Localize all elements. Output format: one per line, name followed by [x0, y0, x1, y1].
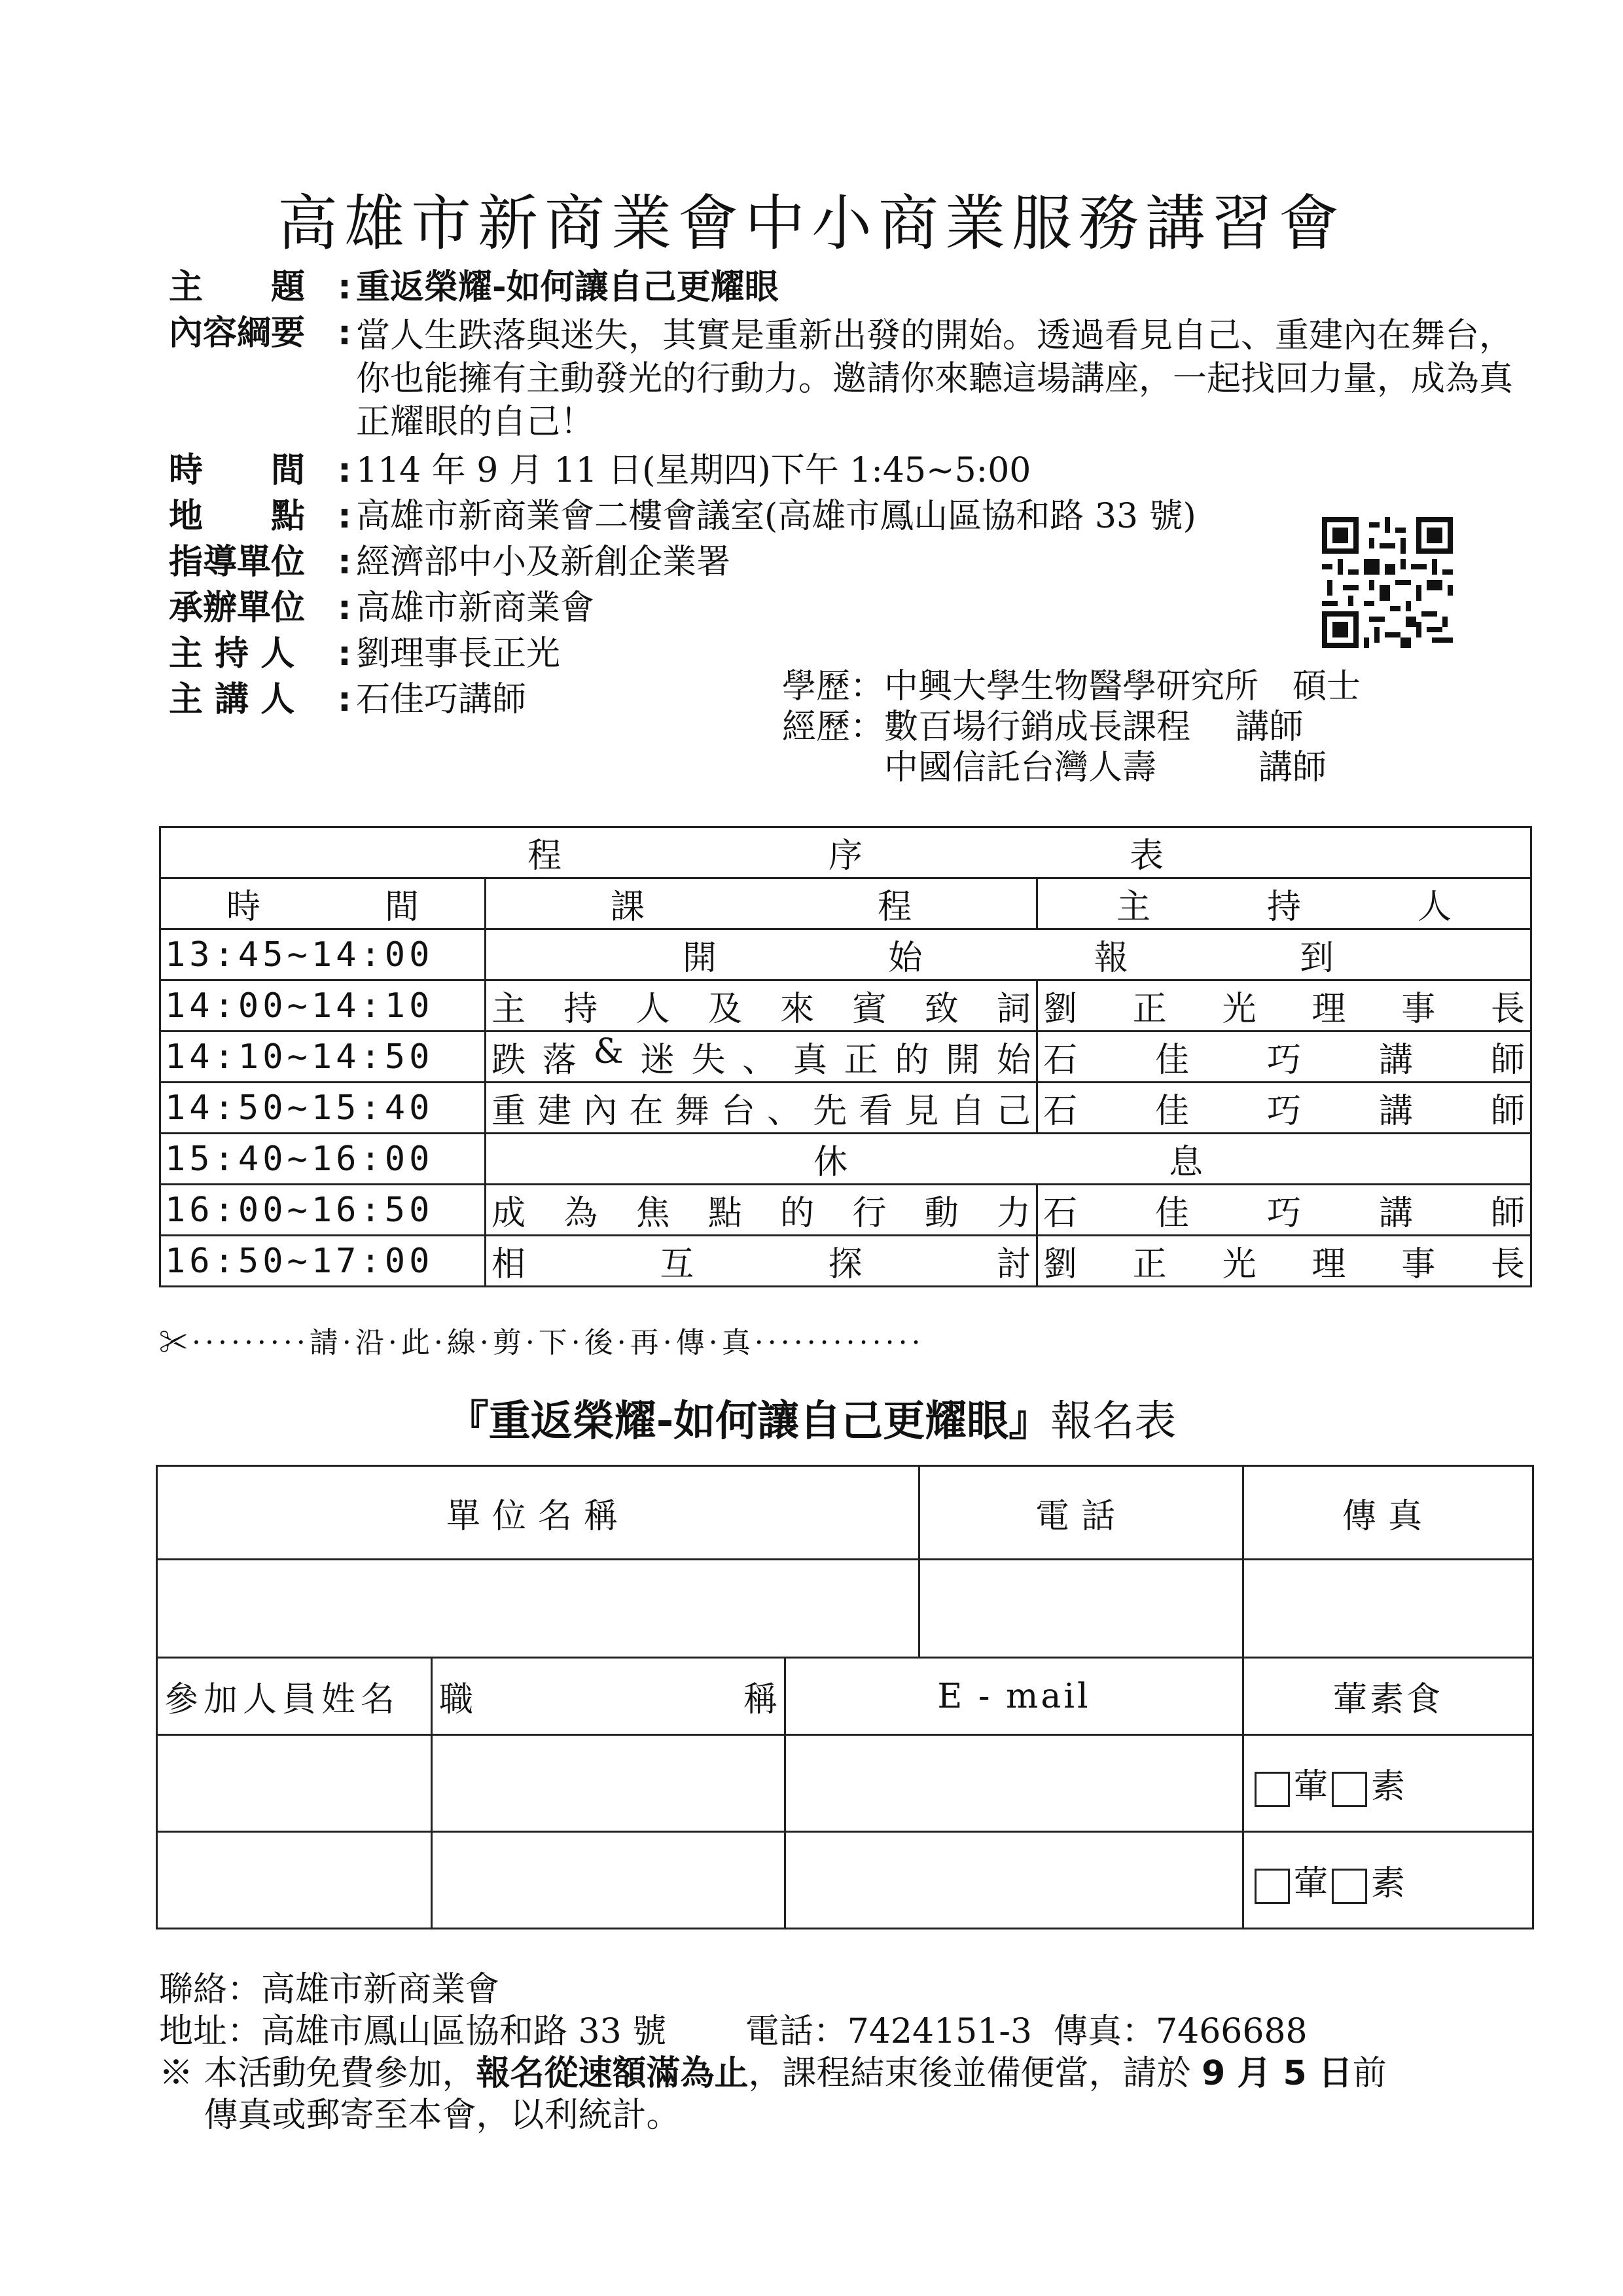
page-title: 高雄市新商業會中小商業服務講習會 [277, 188, 1346, 259]
schedule-time: 15:40~16:00 [160, 1134, 486, 1185]
schedule-merged-char: 開 [683, 939, 717, 978]
attendee-row [157, 1735, 1533, 1832]
speaker-value: 石佳巧講師 [356, 680, 527, 719]
header-host-char: 主 [1116, 888, 1151, 927]
schedule-course-char: 探 [828, 1245, 863, 1284]
footer-note-2: 傳真或郵寄至本會，以利統計。 [159, 2096, 681, 2135]
schedule-course-char: 動 [924, 1194, 959, 1233]
header-course-char: 課 [611, 888, 645, 927]
schedule-time: 16:50~17:00 [160, 1236, 486, 1287]
schedule-row [160, 1236, 1531, 1287]
schedule-course-char: 落 [542, 1041, 577, 1080]
deadline-date: 9 月 5 日 [1202, 2054, 1353, 2093]
schedule-course-char: 見 [904, 1092, 939, 1131]
topic-row: 主 題 : 重返榮耀-如何讓自己更耀眼 [169, 268, 1517, 306]
schedule-course-char: 來 [780, 990, 815, 1029]
schedule-host [1037, 1083, 1531, 1134]
schedule-host-char: 石 [1043, 1092, 1078, 1131]
schedule-host-char: 長 [1490, 1245, 1525, 1284]
header-time-char: 時 [226, 888, 261, 927]
veg-label: 素 [1371, 1767, 1406, 1806]
schedule-host-char: 正 [1132, 1245, 1167, 1284]
schedule-merged-char: 報 [1094, 939, 1128, 978]
schedule-host-char: 師 [1491, 1194, 1525, 1233]
email-field[interactable] [785, 1735, 1243, 1832]
schedule-course-char: 點 [707, 1194, 742, 1233]
phone-header: 電話 [919, 1466, 1243, 1560]
veg-checkbox[interactable] [1332, 1772, 1367, 1807]
schedule-course-char: 賓 [852, 990, 887, 1029]
schedule-time: 14:50~15:40 [160, 1083, 486, 1134]
schedule-merged-char: 到 [1299, 939, 1334, 978]
schedule-time: 14:10~14:50 [160, 1031, 486, 1083]
schedule-course [486, 980, 1037, 1031]
schedule-course-char: & [593, 1032, 624, 1071]
topic-value: 重返榮耀-如何讓自己更耀眼 [356, 268, 779, 307]
meat-label: 葷 [1294, 1864, 1329, 1903]
summary-value: 當人生跌落與迷失，其實是重新出發的開始。透過看見自己、重建內在舞台，你也能擁有主動發光的行動力。邀請你來聽這場講座，一起找回力量，成為真正耀眼的自己！ [356, 316, 1514, 442]
schedule-course [486, 1083, 1037, 1134]
schedule-course-char: 的 [780, 1194, 815, 1233]
speaker-row: 主 講 人 : 石佳巧講師 [169, 681, 1517, 719]
schedule-host-char: 理 [1311, 990, 1346, 1029]
summary-label: 內容綱要 [169, 314, 306, 353]
org-name-field[interactable] [157, 1560, 919, 1658]
form-attendee-header-row [157, 1658, 1533, 1735]
footer-address: 地址：高雄市鳳山區協和路 33 號 電話：7424151-3 傳真：7466688 [159, 2012, 1308, 2051]
form-title [0, 1388, 1623, 1448]
schedule-host-char: 劉 [1043, 1245, 1078, 1284]
fax-header: 傳真 [1243, 1466, 1533, 1560]
attendee-row [157, 1832, 1533, 1929]
schedule-course-char: 舞 [675, 1092, 709, 1131]
schedule-course-char: 自 [950, 1092, 985, 1131]
schedule-course-char: 持 [563, 990, 598, 1029]
schedule-course-char: 及 [707, 990, 742, 1029]
schedule-host-char: 講 [1379, 1194, 1414, 1233]
schedule-course-char: 人 [635, 990, 670, 1029]
diet-choice [1243, 1735, 1533, 1832]
schedule-host [1037, 980, 1531, 1031]
meat-checkbox[interactable] [1255, 1869, 1290, 1904]
form-header-row [157, 1466, 1533, 1560]
schedule-host-char: 劉 [1043, 990, 1078, 1029]
schedule-course-char: 跌 [491, 1041, 526, 1080]
form-org-input-row [157, 1560, 1533, 1658]
schedule-row [160, 1031, 1531, 1083]
schedule-host-char: 光 [1222, 1245, 1257, 1284]
schedule-course [486, 1031, 1037, 1083]
schedule-host-char: 講 [1379, 1041, 1414, 1080]
diet-header: 葷素食 [1243, 1658, 1533, 1735]
speaker-label: 主 講 人 [169, 680, 295, 719]
schedule-host-char: 講 [1379, 1092, 1414, 1131]
job-title-header [432, 1658, 785, 1735]
schedule-course-char: 開 [946, 1041, 980, 1080]
job-title-char: 稱 [743, 1680, 777, 1719]
header-time-char: 間 [384, 888, 419, 927]
email-field[interactable] [785, 1832, 1243, 1929]
job-title-field[interactable] [432, 1832, 785, 1929]
schedule-course-char: 成 [491, 1194, 526, 1233]
schedule-course-char: 的 [895, 1041, 929, 1080]
schedule-host-char: 石 [1043, 1041, 1078, 1080]
schedule-row [160, 1134, 1531, 1185]
schedule-merged [486, 1134, 1531, 1185]
schedule-course-char: 、 [742, 1041, 777, 1080]
schedule-course-char: 內 [583, 1092, 618, 1131]
schedule-course-char: 行 [852, 1194, 887, 1233]
schedule-course-char: 真 [793, 1041, 827, 1080]
phone-field[interactable] [919, 1560, 1243, 1658]
speaker-experience-1: 經歷：數百場行銷成長課程 講師 [782, 708, 1304, 747]
schedule-header-row [160, 878, 1531, 929]
schedule-host-char: 理 [1311, 1245, 1346, 1284]
schedule-course-char: 致 [924, 990, 959, 1029]
schedule-host-char: 師 [1491, 1041, 1525, 1080]
summary-row: 內容綱要 : 當人生跌落與迷失，其實是重新出發的開始。透過看見自己、重建內在舞台，你也能擁有主動發光的行動力。邀請你來聽這場講座，一起找回力量，成為真正耀眼的自己！ [169, 314, 1517, 444]
schedule-course-char: 正 [844, 1041, 878, 1080]
schedule-course-char: 為 [563, 1194, 598, 1233]
schedule-host-char: 師 [1491, 1092, 1525, 1131]
schedule-host-char: 佳 [1155, 1041, 1190, 1080]
schedule-host-char: 事 [1401, 1245, 1436, 1284]
schedule-time: 14:00~14:10 [160, 980, 486, 1031]
schedule-host-char: 事 [1401, 990, 1436, 1029]
footer-note: ※ 本活動免費參加，報名從速額滿為止，課程結束後並備便當，請於 9 月 5 日前 [159, 2054, 1387, 2093]
place-label: 地 點 [169, 497, 306, 536]
header-host-char: 持 [1267, 888, 1302, 927]
schedule-row [160, 1083, 1531, 1134]
org-name-header: 單位名稱 [157, 1466, 919, 1560]
schedule-merged-char: 息 [1169, 1143, 1204, 1182]
schedule-table [159, 826, 1532, 1287]
schedule-host-char: 正 [1132, 990, 1167, 1029]
schedule-title-char: 程 [527, 836, 562, 876]
schedule-host-char: 佳 [1155, 1092, 1190, 1131]
host-label: 主 持 人 [169, 634, 295, 673]
schedule-merged [486, 929, 1531, 980]
header-host-char: 人 [1418, 888, 1452, 927]
schedule-course-char: 看 [859, 1092, 893, 1131]
schedule-host [1037, 1185, 1531, 1236]
qr-code-icon[interactable] [1322, 517, 1453, 648]
time-label: 時 間 [169, 451, 306, 490]
schedule-course-char: 討 [996, 1245, 1031, 1284]
schedule-course-char: 、 [767, 1092, 802, 1131]
organizer-label: 承辦單位 [169, 588, 306, 628]
schedule-course-char: 迷 [640, 1041, 675, 1080]
schedule-row [160, 1185, 1531, 1236]
schedule-course-char: 台 [721, 1092, 755, 1131]
schedule-course [486, 1185, 1037, 1236]
topic-label: 主 題 [169, 268, 306, 307]
schedule-host-char: 光 [1222, 990, 1257, 1029]
attendee-name-field[interactable] [157, 1832, 432, 1929]
registration-form [156, 1465, 1534, 1929]
schedule-course-char: 重 [491, 1092, 526, 1131]
schedule-course-char: 失 [691, 1041, 726, 1080]
speaker-experience-2: 中國信託台灣人壽 講師 [782, 748, 1327, 787]
organizer-value: 高雄市新商業會 [356, 588, 595, 628]
job-title-char: 職 [439, 1680, 474, 1719]
schedule-host-char: 石 [1043, 1194, 1078, 1233]
schedule-title-char: 序 [829, 836, 863, 876]
schedule-course-char: 焦 [635, 1194, 670, 1233]
place-row: 地 點 : 高雄市新商業會二樓會議室(高雄市鳳山區協和路 33 號) [169, 497, 1517, 535]
schedule-merged-char: 休 [813, 1143, 848, 1182]
schedule-merged-char: 始 [888, 939, 923, 978]
schedule-host-char: 巧 [1267, 1194, 1302, 1233]
meat-label: 葷 [1294, 1767, 1329, 1806]
schedule-host-char: 佳 [1155, 1194, 1190, 1233]
schedule-title-char: 表 [1130, 836, 1164, 876]
schedule-course-char: 在 [629, 1092, 664, 1131]
schedule-host [1037, 1031, 1531, 1083]
schedule-title-row [160, 827, 1531, 878]
host-value: 劉理事長正光 [356, 634, 561, 673]
veg-checkbox[interactable] [1332, 1869, 1367, 1904]
schedule-course-char: 建 [537, 1092, 572, 1131]
guide-label: 指導單位 [169, 543, 306, 582]
place-value: 高雄市新商業會二樓會議室(高雄市鳳山區協和路 33 號) [356, 497, 1196, 536]
schedule-host-char: 長 [1490, 990, 1525, 1029]
host-row: 主 持 人 : 劉理事長正光 [169, 635, 1517, 673]
cut-line: ✂·········請·沿·此·線·剪·下·後·再·傳·真············· [159, 1326, 925, 1359]
schedule-course-char: 先 [813, 1092, 847, 1131]
event-info [169, 268, 1517, 726]
speaker-education: 學歷：中興大學生物醫學研究所 碩士 [782, 667, 1361, 706]
guide-value: 經濟部中小及新創企業署 [356, 543, 731, 582]
fax-field[interactable] [1243, 1560, 1533, 1658]
schedule-row [160, 980, 1531, 1031]
header-course-char: 程 [877, 888, 912, 927]
schedule-course-char: 己 [996, 1092, 1031, 1131]
schedule-row [160, 929, 1531, 980]
schedule-host-char: 巧 [1267, 1092, 1302, 1131]
meat-checkbox[interactable] [1255, 1772, 1290, 1807]
time-row: 時 間 : 114 年 9 月 11 日(星期四)下午 1:45~5:00 [169, 452, 1517, 490]
diet-choice [1243, 1832, 1533, 1929]
schedule-host [1037, 1236, 1531, 1287]
organizer-row: 承辦單位 : 高雄市新商業會 [169, 589, 1517, 627]
form-title-suffix: 報名表 [1050, 1397, 1177, 1446]
deadline-emphasis: 報名從速額滿為止 [476, 2054, 749, 2093]
speaker-credentials [782, 666, 1361, 788]
schedule-course-char: 力 [996, 1194, 1031, 1233]
time-value: 114 年 9 月 11 日(星期四)下午 1:45~5:00 [356, 451, 1031, 490]
schedule-course-char: 主 [491, 990, 526, 1029]
schedule-host-char: 巧 [1267, 1041, 1302, 1080]
schedule-course-char: 詞 [996, 990, 1031, 1029]
footer-contact: 聯絡：高雄市新商業會 [159, 1970, 500, 2009]
schedule-time: 13:45~14:00 [160, 929, 486, 980]
schedule-body [160, 929, 1531, 1287]
attendee-name-header: 參加人員姓名 [157, 1658, 432, 1735]
guide-row: 指導單位 : 經濟部中小及新創企業署 [169, 543, 1517, 581]
schedule-course-char: 互 [660, 1245, 694, 1284]
schedule-course [486, 1236, 1037, 1287]
form-title-event: 『重返榮耀-如何讓自己更耀眼』 [446, 1397, 1051, 1446]
footer [159, 1969, 1387, 2136]
schedule-course-char: 相 [491, 1245, 526, 1284]
job-title-field[interactable] [432, 1735, 785, 1832]
veg-label: 素 [1371, 1864, 1406, 1903]
schedule-course-char: 始 [996, 1041, 1031, 1080]
email-header: E - mail [785, 1658, 1243, 1735]
schedule-time: 16:00~16:50 [160, 1185, 486, 1236]
attendee-name-field[interactable] [157, 1735, 432, 1832]
